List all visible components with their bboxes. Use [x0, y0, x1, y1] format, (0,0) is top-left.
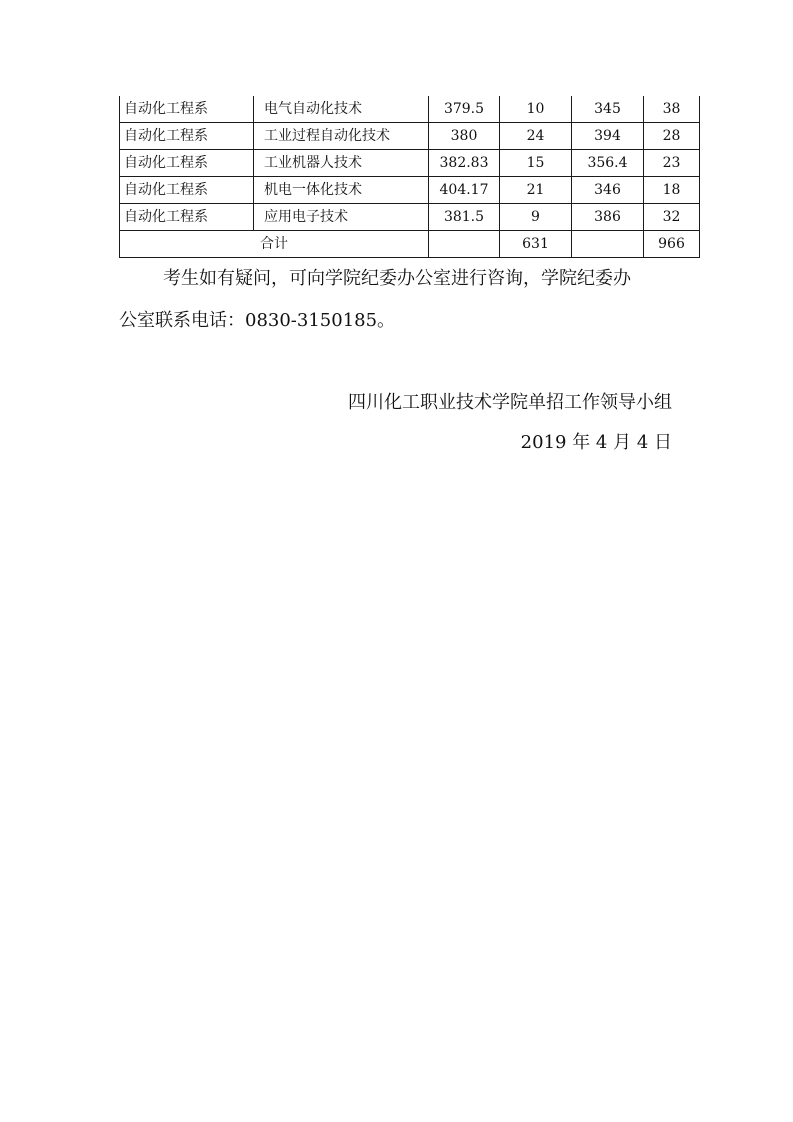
table-row [120, 177, 700, 204]
cell-count-b: 28 [644, 123, 700, 150]
cell-count-a: 10 [500, 96, 572, 123]
notice-line-2: 公室联系电话：0830-3150185。 [119, 310, 396, 331]
total-count-b: 966 [644, 231, 700, 258]
table-row [120, 150, 700, 177]
signature-date: 2019 年 4 月 4 日 [520, 432, 672, 453]
cell-major: 工业机器人技术 [254, 150, 429, 177]
total-empty-a [429, 231, 500, 258]
cell-count-a: 21 [500, 177, 572, 204]
cell-score-a: 381.5 [429, 204, 500, 231]
total-count-a: 631 [500, 231, 572, 258]
signature-org: 四川化工职业技术学院单招工作领导小组 [348, 392, 672, 413]
cell-count-a: 24 [500, 123, 572, 150]
cell-count-b: 23 [644, 150, 700, 177]
cell-score-b: 394 [572, 123, 644, 150]
cell-department: 自动化工程系 [120, 96, 254, 123]
cell-count-b: 32 [644, 204, 700, 231]
cell-count-a: 15 [500, 150, 572, 177]
total-empty-b [572, 231, 644, 258]
table-row [120, 96, 700, 123]
cell-major: 电气自动化技术 [254, 96, 429, 123]
cell-major: 机电一体化技术 [254, 177, 429, 204]
cell-major: 工业过程自动化技术 [254, 123, 429, 150]
notice-line-1: 考生如有疑问，可向学院纪委办公室进行咨询，学院纪委办 [163, 268, 631, 289]
cell-department: 自动化工程系 [120, 150, 254, 177]
cell-count-b: 38 [644, 96, 700, 123]
cell-score-b: 345 [572, 96, 644, 123]
table-row [120, 123, 700, 150]
cell-department: 自动化工程系 [120, 123, 254, 150]
cell-score-a: 404.17 [429, 177, 500, 204]
cell-score-b: 386 [572, 204, 644, 231]
cell-score-b: 346 [572, 177, 644, 204]
cell-department: 自动化工程系 [120, 204, 254, 231]
table-total-row [120, 231, 700, 258]
table-row [120, 204, 700, 231]
cell-major: 应用电子技术 [254, 204, 429, 231]
cell-department: 自动化工程系 [120, 177, 254, 204]
cell-score-a: 380 [429, 123, 500, 150]
total-label: 合计 [120, 231, 429, 258]
cell-count-b: 18 [644, 177, 700, 204]
results-table [119, 96, 700, 258]
table-body [120, 96, 700, 258]
cell-count-a: 9 [500, 204, 572, 231]
cell-score-b: 356.4 [572, 150, 644, 177]
cell-score-a: 379.5 [429, 96, 500, 123]
cell-score-a: 382.83 [429, 150, 500, 177]
